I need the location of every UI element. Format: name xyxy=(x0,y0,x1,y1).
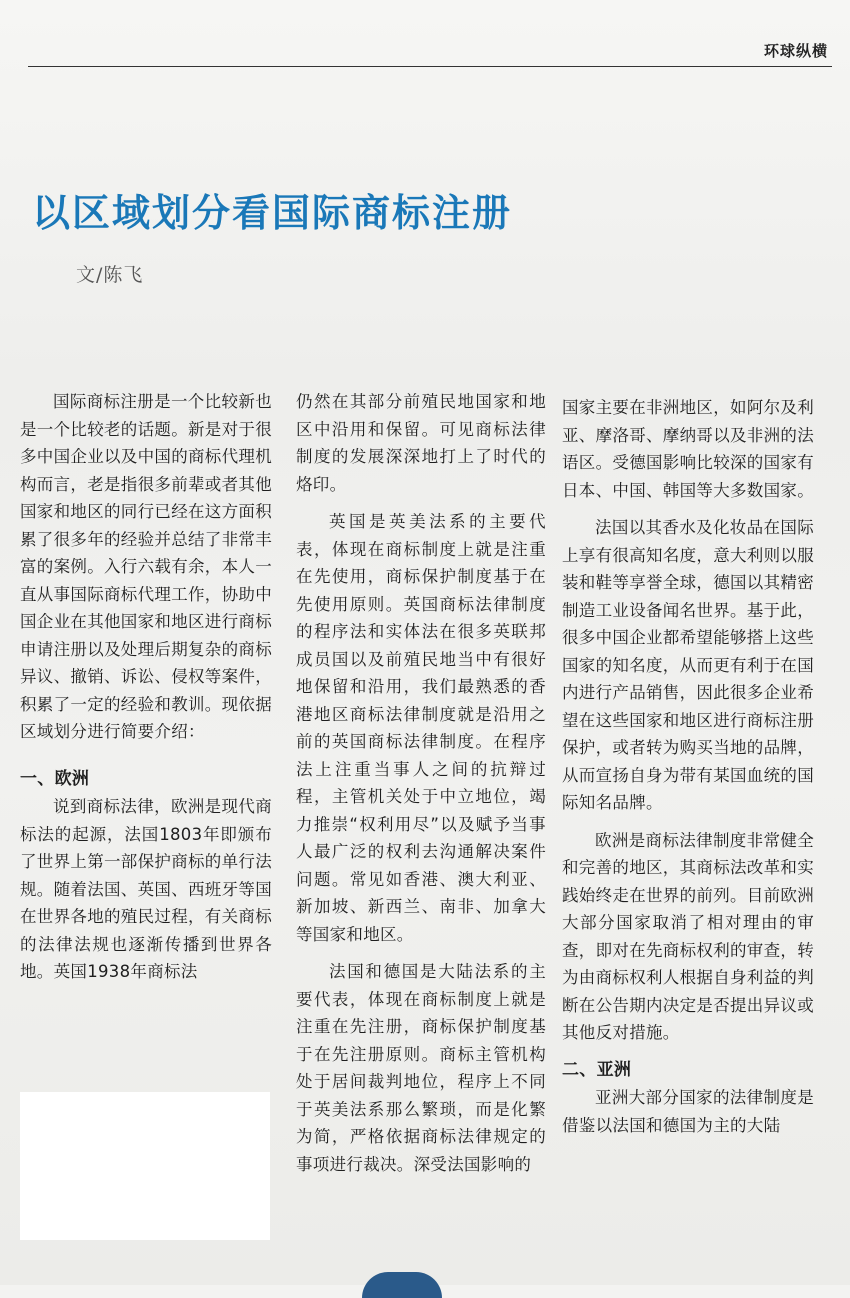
author-byline: 文/陈飞 xyxy=(76,264,144,286)
column-3 xyxy=(562,394,814,1139)
bottom-emblem xyxy=(362,1272,442,1298)
column-1 xyxy=(20,388,272,986)
section-heading-europe: 一、欧洲 xyxy=(20,768,90,789)
blank-box xyxy=(20,1092,270,1240)
paragraph: 法国以其香水及化妆品在国际上享有很高知名度，意大利则以服装和鞋等享誉全球，德国以其精密制造工业设备闻名世界。基于此，很多中国企业都希望能够搭上这些国家的知名度，从而更有利于在国内进行产品销售，因此很多企业希望在这些国家和地区进行商标注册保护，或者转为购买当地的品牌，从而宣扬自身为带有某国血统的国际知名品牌。 xyxy=(562,518,814,812)
paragraph: 亚洲大部分国家的法律制度是借鉴以法国和德国为主的大陆 xyxy=(562,1088,814,1135)
paragraph: 国际商标注册是一个比较新也是一个比较老的话题。新是对于很多中国企业以及中国的商标代理机构而言，老是指很多前辈或者其他国家和地区的同行已经在这方面积累了很多年的经验并总结了非常丰富的案例。入行六载有余，本人一直从事国际商标代理工作，协助中国企业在其他国家和地区进行商标申请注册以及处理后期复杂的商标异议、撤销、诉讼、侵权等案件，积累了一定的经验和教训。现依据区域划分进行简要介绍： xyxy=(20,392,272,741)
paragraph: 英国是英美法系的主要代表，体现在商标制度上就是注重在先使用，商标保护制度基于在先使用原则。英国商标法律制度的程序法和实体法在很多英联邦成员国以及前殖民地当中有很好地保留和沿用，我们最熟悉的香港地区商标法律制度就是沿用之前的英国商标法律制度。在程序法上注重当事人之间的抗辩过程，主管机关处于中立地位，竭力推崇“权利用尽”以及赋予当事人最广泛的权利去沟通解决案件问题。常见如香港、澳大利亚、新加坡、新西兰、南非、加拿大等国家和地区。 xyxy=(296,512,546,944)
section-label: 环球纵横 xyxy=(763,42,828,60)
column-2 xyxy=(296,388,546,1178)
paragraph: 国家主要在非洲地区，如阿尔及利亚、摩洛哥、摩纳哥以及非洲的法语区。受德国影响比较深的国家有日本、中国、韩国等大多数国家。 xyxy=(562,398,814,500)
paragraph: 法国和德国是大陆法系的主要代表，体现在商标制度上就是注重在先注册，商标保护制度基于在先注册原则。商标主管机构处于居间裁判地位，程序上不同于英美法系那么繁琐，而是化繁为简，严格依据商标法律规定的事项进行裁决。深受法国影响的 xyxy=(296,962,546,1174)
header-rule xyxy=(28,66,832,67)
section-heading-asia: 二、亚洲 xyxy=(562,1059,632,1080)
paragraph: 欧洲是商标法律制度非常健全和完善的地区，其商标法改革和实践始终走在世界的前列。目前欧洲大部分国家取消了相对理由的审查，即对在先商标权利的审查，转为由商标权利人根据自身利益的判断在公告期内决定是否提出异议或其他反对措施。 xyxy=(562,830,814,1042)
article-title: 以区域划分看国际商标注册 xyxy=(32,191,513,235)
paragraph: 说到商标法律，欧洲是现代商标法的起源，法国1803年即颁布了世界上第一部保护商标的单行法规。随着法国、英国、西班牙等国在世界各地的殖民过程，有关商标的法律法规也逐渐传播到世界各地。英国1938年商标法 xyxy=(20,797,272,981)
paragraph: 仍然在其部分前殖民地国家和地区中沿用和保留。可见商标法律制度的发展深深地打上了时代的烙印。 xyxy=(296,392,546,494)
